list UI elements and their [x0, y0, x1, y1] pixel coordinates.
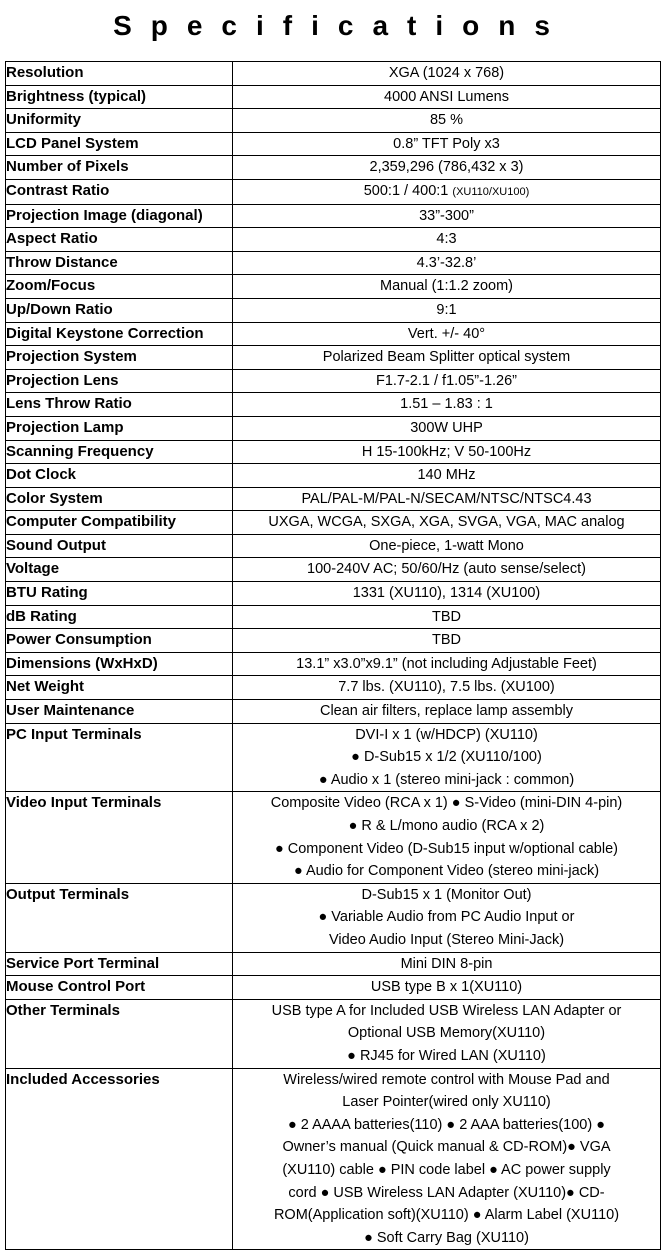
- spec-row: [6, 558, 661, 582]
- spec-row: [6, 511, 661, 535]
- spec-label: Digital Keystone Correction: [6, 322, 233, 346]
- spec-value-line: [233, 815, 660, 838]
- spec-value: [233, 511, 661, 535]
- spec-label: Mouse Control Port: [6, 976, 233, 1000]
- spec-value-text: ● RJ45 for Wired LAN (XU110): [347, 1047, 546, 1064]
- spec-value-line: [233, 929, 660, 952]
- spec-value-line: [233, 393, 660, 416]
- spec-value-line: [233, 488, 660, 511]
- spec-value-line: [233, 676, 660, 699]
- spec-value-text: F1.7-2.1 / f1.05”-1.26”: [375, 372, 518, 389]
- spec-value: [233, 464, 661, 488]
- spec-label: Resolution: [6, 62, 233, 86]
- spec-value-line: [233, 1159, 660, 1182]
- spec-label: Aspect Ratio: [6, 228, 233, 252]
- specifications-table: [5, 61, 661, 1250]
- spec-label: Projection System: [6, 346, 233, 370]
- spec-value-line: [233, 606, 660, 629]
- spec-value-line: [233, 323, 660, 346]
- spec-value-text: 4.3’-32.8’: [416, 254, 477, 271]
- spec-value-line: [233, 133, 660, 156]
- spec-value-line: [233, 884, 660, 907]
- spec-value: [233, 204, 661, 228]
- spec-value-line: [233, 1091, 660, 1114]
- spec-value-text: cord ● USB Wireless LAN Adapter (XU110)● CD-: [288, 1184, 605, 1201]
- spec-value-text: ● Audio x 1 (stereo mini-jack : common): [318, 771, 575, 788]
- spec-label: Projection Lens: [6, 369, 233, 393]
- spec-value-text: 140 MHz: [417, 467, 476, 484]
- spec-value-line: [233, 1022, 660, 1045]
- spec-value: [233, 652, 661, 676]
- spec-row: [6, 582, 661, 606]
- spec-value-line: [233, 62, 660, 85]
- spec-label: Scanning Frequency: [6, 440, 233, 464]
- spec-value-line: [233, 1045, 660, 1068]
- spec-value-line: [233, 1204, 660, 1227]
- spec-row: [6, 952, 661, 976]
- spec-value-text: 85 %: [429, 112, 464, 129]
- spec-value-text: 1.51 – 1.83 : 1: [400, 396, 493, 413]
- spec-row: [6, 204, 661, 228]
- spec-value-text: ROM(Application soft)(XU110) ● Alarm Label (XU110): [273, 1207, 620, 1224]
- spec-value-text: ● Soft Carry Bag (XU110): [364, 1229, 529, 1246]
- spec-value-line: [233, 370, 660, 393]
- spec-row: [6, 792, 661, 883]
- spec-value-line: [233, 838, 660, 861]
- spec-row: [6, 322, 661, 346]
- spec-row: [6, 723, 661, 792]
- spec-value-line: [233, 558, 660, 581]
- spec-value: [233, 298, 661, 322]
- spec-value: [233, 132, 661, 156]
- spec-row: [6, 629, 661, 653]
- spec-value: [233, 156, 661, 180]
- spec-value: [233, 275, 661, 299]
- spec-row: [6, 700, 661, 724]
- spec-value: [233, 558, 661, 582]
- spec-row: [6, 605, 661, 629]
- spec-value-line: [233, 653, 660, 676]
- spec-value-line: [233, 535, 660, 558]
- spec-value-line: [233, 441, 660, 464]
- spec-value-line: [233, 746, 660, 769]
- specifications-table-body: [6, 62, 661, 1250]
- spec-value-text: 2,359,296 (786,432 x 3): [369, 159, 524, 176]
- spec-value: [233, 723, 661, 792]
- spec-label: Output Terminals: [6, 883, 233, 952]
- spec-value-text: One-piece, 1-watt Mono: [369, 537, 524, 554]
- spec-value-line: [233, 724, 660, 747]
- spec-row: [6, 883, 661, 952]
- spec-value-text: ● Component Video (D-Sub15 input w/optional cable): [274, 840, 618, 857]
- spec-value-text: Laser Pointer(wired only XU110): [342, 1094, 551, 1111]
- spec-value-text: Vert. +/- 40°: [407, 325, 486, 342]
- spec-label: Computer Compatibility: [6, 511, 233, 535]
- spec-value: [233, 251, 661, 275]
- spec-value-text: DVI-I x 1 (w/HDCP) (XU110): [355, 726, 538, 743]
- spec-value-text: XGA (1024 x 768): [388, 65, 505, 81]
- spec-value-text: 33”-300”: [419, 207, 474, 224]
- spec-value-text: 1331 (XU110), 1314 (XU100): [352, 585, 541, 602]
- spec-row: [6, 109, 661, 133]
- spec-value-note: (XU110/XU100): [452, 185, 530, 198]
- spec-value-text: PAL/PAL-M/PAL-N/SECAM/NTSC/NTSC4.43: [301, 490, 592, 507]
- spec-label: Up/Down Ratio: [6, 298, 233, 322]
- spec-value-line: [233, 228, 660, 251]
- spec-label: Net Weight: [6, 676, 233, 700]
- spec-row: [6, 85, 661, 109]
- spec-label: User Maintenance: [6, 700, 233, 724]
- spec-value: [233, 883, 661, 952]
- spec-label: LCD Panel System: [6, 132, 233, 156]
- spec-value: [233, 999, 661, 1068]
- spec-value-line: [233, 346, 660, 369]
- spec-row: [6, 534, 661, 558]
- spec-value-text: 500:1 / 400:1: [363, 182, 449, 199]
- spec-value: [233, 179, 661, 204]
- spec-value-line: [233, 792, 660, 815]
- spec-row: [6, 999, 661, 1068]
- spec-value-text: 4:3: [436, 231, 457, 248]
- spec-value-line: [233, 582, 660, 605]
- spec-value-text: Composite Video (RCA x 1) ● S-Video (mini-DIN 4-pin): [270, 795, 623, 812]
- spec-value-line: [233, 1069, 660, 1092]
- spec-value-line: [233, 1182, 660, 1205]
- spec-value-text: Owner’s manual (Quick manual & CD-ROM)● VGA: [282, 1139, 611, 1156]
- spec-value-line: [233, 86, 660, 109]
- spec-value: [233, 676, 661, 700]
- spec-row: [6, 275, 661, 299]
- spec-value-line: [233, 1000, 660, 1023]
- spec-label: Power Consumption: [6, 629, 233, 653]
- spec-value-line: [233, 275, 660, 298]
- spec-label: BTU Rating: [6, 582, 233, 606]
- spec-value-text: Optional USB Memory(XU110): [347, 1025, 546, 1042]
- spec-value: [233, 322, 661, 346]
- spec-value-text: (XU110) cable ● PIN code label ● AC power supply: [282, 1161, 611, 1178]
- spec-row: [6, 464, 661, 488]
- spec-row: [6, 298, 661, 322]
- spec-value: [233, 976, 661, 1000]
- spec-value: [233, 1068, 661, 1250]
- spec-label: Included Accessories: [6, 1068, 233, 1250]
- spec-label: Number of Pixels: [6, 156, 233, 180]
- spec-value-line: [233, 180, 660, 204]
- spec-value-line: [233, 769, 660, 792]
- page-title: Specifications: [113, 10, 569, 41]
- spec-label: Brightness (typical): [6, 85, 233, 109]
- spec-value-line: [233, 464, 660, 487]
- spec-value: [233, 416, 661, 440]
- spec-value: [233, 228, 661, 252]
- spec-label: Dot Clock: [6, 464, 233, 488]
- spec-value: [233, 109, 661, 133]
- spec-label: Other Terminals: [6, 999, 233, 1068]
- spec-value-text: H 15-100kHz; V 50-100Hz: [361, 443, 532, 460]
- spec-value-text: Polarized Beam Splitter optical system: [322, 349, 571, 366]
- spec-value-line: [233, 1136, 660, 1159]
- spec-value-line: [233, 252, 660, 275]
- spec-row: [6, 487, 661, 511]
- spec-row: [6, 652, 661, 676]
- spec-value-line: [233, 629, 660, 652]
- spec-row: [6, 976, 661, 1000]
- spec-row: [6, 676, 661, 700]
- spec-label: Throw Distance: [6, 251, 233, 275]
- spec-label: Projection Lamp: [6, 416, 233, 440]
- spec-value: [233, 534, 661, 558]
- spec-value: [233, 62, 661, 86]
- spec-label: Color System: [6, 487, 233, 511]
- spec-label: Voltage: [6, 558, 233, 582]
- spec-value-line: [233, 205, 660, 228]
- spec-value-text: ● 2 AAAA batteries(110) ● 2 AAA batteries(100) ●: [288, 1116, 605, 1133]
- spec-value-text: USB type A for Included USB Wireless LAN Adapter or: [271, 1002, 622, 1019]
- spec-row: [6, 393, 661, 417]
- spec-row: [6, 156, 661, 180]
- spec-value-text: TBD: [432, 608, 461, 625]
- spec-value-text: USB type B x 1(XU110): [370, 979, 523, 996]
- spec-label: Video Input Terminals: [6, 792, 233, 883]
- spec-value-text: 4000 ANSI Lumens: [384, 88, 509, 105]
- spec-value-text: Mini DIN 8-pin: [400, 955, 493, 972]
- spec-value-line: [233, 109, 660, 132]
- spec-label: Dimensions (WxHxD): [6, 652, 233, 676]
- spec-row: [6, 346, 661, 370]
- spec-value-text: 100-240V AC; 50/60/Hz (auto sense/select): [307, 561, 586, 578]
- spec-value: [233, 582, 661, 606]
- spec-value: [233, 952, 661, 976]
- spec-value-line: [233, 156, 660, 179]
- spec-row: [6, 369, 661, 393]
- spec-value-text: 7.7 lbs. (XU110), 7.5 lbs. (XU100): [338, 679, 555, 696]
- spec-label: Lens Throw Ratio: [6, 393, 233, 417]
- spec-label: Zoom/Focus: [6, 275, 233, 299]
- spec-value-line: [233, 700, 660, 723]
- spec-value-line: [233, 953, 660, 976]
- spec-value-text: 9:1: [436, 301, 457, 318]
- spec-value-text: 300W UHP: [410, 419, 483, 436]
- spec-value-line: [233, 511, 660, 534]
- spec-label: Sound Output: [6, 534, 233, 558]
- spec-label: PC Input Terminals: [6, 723, 233, 792]
- spec-value-text: ● D-Sub15 x 1/2 (XU110/100): [351, 749, 542, 766]
- spec-label: Projection Image (diagonal): [6, 204, 233, 228]
- spec-value-text: Video Audio Input (Stereo Mini-Jack): [328, 931, 565, 948]
- spec-value-text: Manual (1:1.2 zoom): [380, 278, 513, 295]
- spec-value-text: ● R & L/mono audio (RCA x 2): [348, 818, 545, 834]
- spec-value-text: 0.8” TFT Poly x3: [393, 135, 500, 152]
- spec-value-text: ● Audio for Component Video (stereo mini-jack): [293, 863, 600, 880]
- spec-row: [6, 179, 661, 204]
- spec-value-text: ● Variable Audio from PC Audio Input or: [318, 909, 575, 926]
- spec-row: [6, 1068, 661, 1250]
- spec-value: [233, 85, 661, 109]
- spec-value-text: D-Sub15 x 1 (Monitor Out): [361, 886, 532, 903]
- spec-value: [233, 369, 661, 393]
- spec-value-text: TBD: [432, 632, 461, 649]
- spec-value-line: [233, 976, 660, 999]
- spec-value: [233, 792, 661, 883]
- spec-label: dB Rating: [6, 605, 233, 629]
- spec-row: [6, 228, 661, 252]
- spec-value: [233, 346, 661, 370]
- spec-row: [6, 440, 661, 464]
- spec-value-line: [233, 906, 660, 929]
- spec-label: Service Port Terminal: [6, 952, 233, 976]
- spec-value-line: [233, 299, 660, 322]
- spec-value-text: Clean air filters, replace lamp assembly: [319, 703, 574, 720]
- spec-row: [6, 416, 661, 440]
- spec-value: [233, 629, 661, 653]
- spec-value: [233, 440, 661, 464]
- spec-label: Contrast Ratio: [6, 179, 233, 204]
- spec-row: [6, 132, 661, 156]
- spec-value-line: [233, 1114, 660, 1137]
- spec-value-text: Wireless/wired remote control with Mouse Pad and: [283, 1071, 610, 1088]
- spec-row: [6, 62, 661, 86]
- spec-value: [233, 487, 661, 511]
- spec-label: Uniformity: [6, 109, 233, 133]
- spec-value-line: [233, 1227, 660, 1250]
- spec-value-text: 13.1” x3.0”x9.1” (not including Adjustable Feet): [296, 655, 597, 672]
- spec-value-line: [233, 417, 660, 440]
- spec-row: [6, 251, 661, 275]
- spec-value-text: UXGA, WCGA, SXGA, XGA, SVGA, VGA, MAC analog: [268, 514, 625, 531]
- spec-value: [233, 605, 661, 629]
- spec-value: [233, 700, 661, 724]
- spec-value-line: [233, 860, 660, 883]
- spec-value: [233, 393, 661, 417]
